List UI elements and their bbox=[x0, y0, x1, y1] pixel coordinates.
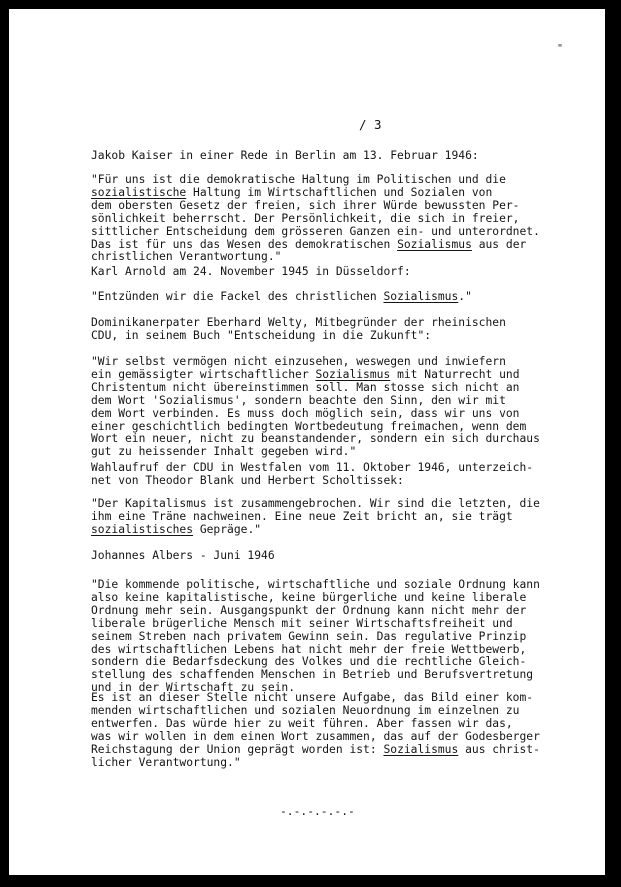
text-segment: Dominikanerpater Eberhard Welty, Mitbegründer der rheinischen bbox=[91, 316, 506, 329]
text-line bbox=[91, 330, 506, 343]
text-segment: Haltung im Wirtschaftlichen und Sozialen von bbox=[186, 185, 493, 199]
text-segment: Ordnung mehr sein. Ausgangspunkt der Ordnung kann nicht mehr der bbox=[91, 603, 527, 617]
text-segment: net von Theodor Blank und Herbert Scholtissek: bbox=[91, 473, 404, 487]
text-segment: "Entzünden wir die Fackel des christlichen bbox=[91, 290, 384, 303]
text-line bbox=[91, 291, 472, 304]
text-segment: ein gemässigter wirtschaftlicher bbox=[91, 367, 316, 381]
document-page bbox=[9, 9, 605, 875]
quote-block bbox=[91, 498, 540, 537]
text-line bbox=[91, 524, 540, 537]
text-segment: seinem Streben nach privatem Gewinn sein. Das regulative Prinzip bbox=[91, 629, 527, 643]
text-segment: ." bbox=[458, 290, 472, 303]
text-segment: Karl Arnold am 24. November 1945 in Düsseldorf: bbox=[91, 265, 411, 278]
source-heading bbox=[91, 317, 506, 343]
corner-mark: " bbox=[557, 43, 564, 54]
text-segment: dem Wort 'Sozialismus', sondern beachte den Sinn, den wir mit bbox=[91, 393, 506, 407]
text-segment: "Wir selbst vermögen nicht einzusehen, weswegen und inwiefern bbox=[91, 355, 506, 368]
quote-block bbox=[91, 356, 540, 459]
text-line bbox=[91, 150, 479, 163]
text-segment: stellung des schaffenden Menschen in Betrieb und Berufsvertretung bbox=[91, 668, 534, 682]
text-segment: mit Naturrecht und bbox=[390, 367, 520, 381]
text-line bbox=[91, 475, 533, 488]
underlined-term: Sozialismus bbox=[315, 367, 391, 381]
underlined-term: Sozialismus bbox=[383, 290, 459, 303]
text-segment: und in der Wirtschaft zu sein. bbox=[91, 681, 296, 695]
text-segment: also keine kapitalistische, keine bürgerliche und keine liberale bbox=[91, 590, 527, 604]
text-segment: Reichstagung der Union geprägt worden ist: bbox=[91, 742, 384, 756]
text-segment: CDU, in seinem Buch "Entscheidung in die Zukunft": bbox=[91, 328, 432, 342]
text-segment: Johannes Albers - Juni 1946 bbox=[91, 549, 275, 562]
body-paragraph bbox=[91, 692, 540, 769]
text-segment: "Die kommende politische, wirtschaftliche und soziale Ordnung kann bbox=[91, 578, 540, 591]
text-segment: licher Verantwortung." bbox=[91, 755, 241, 769]
text-segment: liberale brügerliche Mensch mit seiner Wirtschaftsfreiheit und bbox=[91, 616, 513, 630]
text-segment: gut zu heissender Inhalt gegeben wird." bbox=[91, 445, 357, 459]
text-segment: des wirtschaftlichen Lebens hat nicht mehr der freie Wettbewerb, bbox=[91, 642, 527, 656]
text-segment: aus christ- bbox=[458, 742, 540, 756]
source-heading bbox=[91, 266, 411, 279]
text-line bbox=[91, 550, 275, 563]
text-segment: Christentum nicht übereinstimmen soll. Man stosse sich nicht an bbox=[91, 380, 520, 394]
text-segment: Wahlaufruf der CDU in Westfalen vom 11. Oktober 1946, unterzeich- bbox=[91, 461, 534, 474]
underlined-term: sozialistisches bbox=[91, 522, 194, 536]
source-heading bbox=[91, 550, 275, 563]
underlined-term: Sozialismus bbox=[383, 742, 459, 756]
text-segment: dem obersten Gesetz der freien, sich ihrer Würde bewussten Per- bbox=[91, 198, 520, 212]
text-segment: sittlicher Entscheidung dem grösseren Ganzen ein- und unterordnet. bbox=[91, 224, 540, 238]
text-line bbox=[91, 251, 540, 264]
source-heading bbox=[91, 462, 533, 488]
text-segment: Wort ein neuer, nicht zu beanstandender, sondern ein sich durchaus bbox=[91, 432, 540, 446]
quote-block bbox=[91, 291, 472, 304]
text-segment: menden wirtschaftlichen und sozialen Neuordnung im einzelnen zu bbox=[91, 703, 520, 717]
text-segment: Gepräge." bbox=[193, 522, 262, 536]
text-line bbox=[91, 446, 540, 459]
underlined-term: Sozialismus bbox=[397, 237, 472, 251]
text-segment: dem Wort verbinden. Es muss doch möglich sein, dass wir uns von bbox=[91, 406, 520, 420]
quote-block bbox=[91, 174, 540, 264]
source-heading bbox=[91, 150, 479, 163]
underlined-term: sozialistische bbox=[91, 185, 187, 199]
text-segment: christlichen Verantwortung." bbox=[91, 250, 282, 264]
text-segment: entwerfen. Das würde hier zu weit führen. Aber fassen wir das, bbox=[91, 716, 513, 730]
text-segment: ihm eine Träne nachweinen. Eine neue Zeit bricht an, sie trägt bbox=[91, 509, 513, 523]
text-segment: was wir wollen in dem einen Wort zusammen, das auf der Godesberger bbox=[91, 729, 540, 743]
text-segment: einer geschichtlich bedingten Wortbedeutung freimachen, wenn dem bbox=[91, 419, 527, 433]
text-segment: Das ist für uns das Wesen des demokratischen bbox=[91, 237, 398, 251]
end-mark: -.-.-.-.-.- bbox=[280, 805, 355, 818]
text-segment: aus der bbox=[471, 237, 527, 251]
text-segment: "Für uns ist die demokratische Haltung im Politischen und die bbox=[91, 173, 506, 186]
text-line bbox=[91, 266, 411, 279]
text-segment: sönlichkeit beherrscht. Der Persönlichkeit, die sich in freier, bbox=[91, 211, 520, 225]
text-segment: "Der Kapitalismus ist zusammengebrochen. Wir sind die letzten, die bbox=[91, 497, 540, 510]
page-number: / 3 bbox=[359, 117, 382, 132]
text-segment: Es ist an dieser Stelle nicht unsere Aufgabe, das Bild einer kom- bbox=[91, 691, 534, 704]
text-line bbox=[91, 757, 540, 770]
text-segment: Jakob Kaiser in einer Rede in Berlin am 13. Februar 1946: bbox=[91, 149, 479, 162]
quote-block bbox=[91, 579, 540, 695]
text-segment: sondern die Bedarfsdeckung des Volkes und die rechtliche Gleich- bbox=[91, 655, 527, 669]
